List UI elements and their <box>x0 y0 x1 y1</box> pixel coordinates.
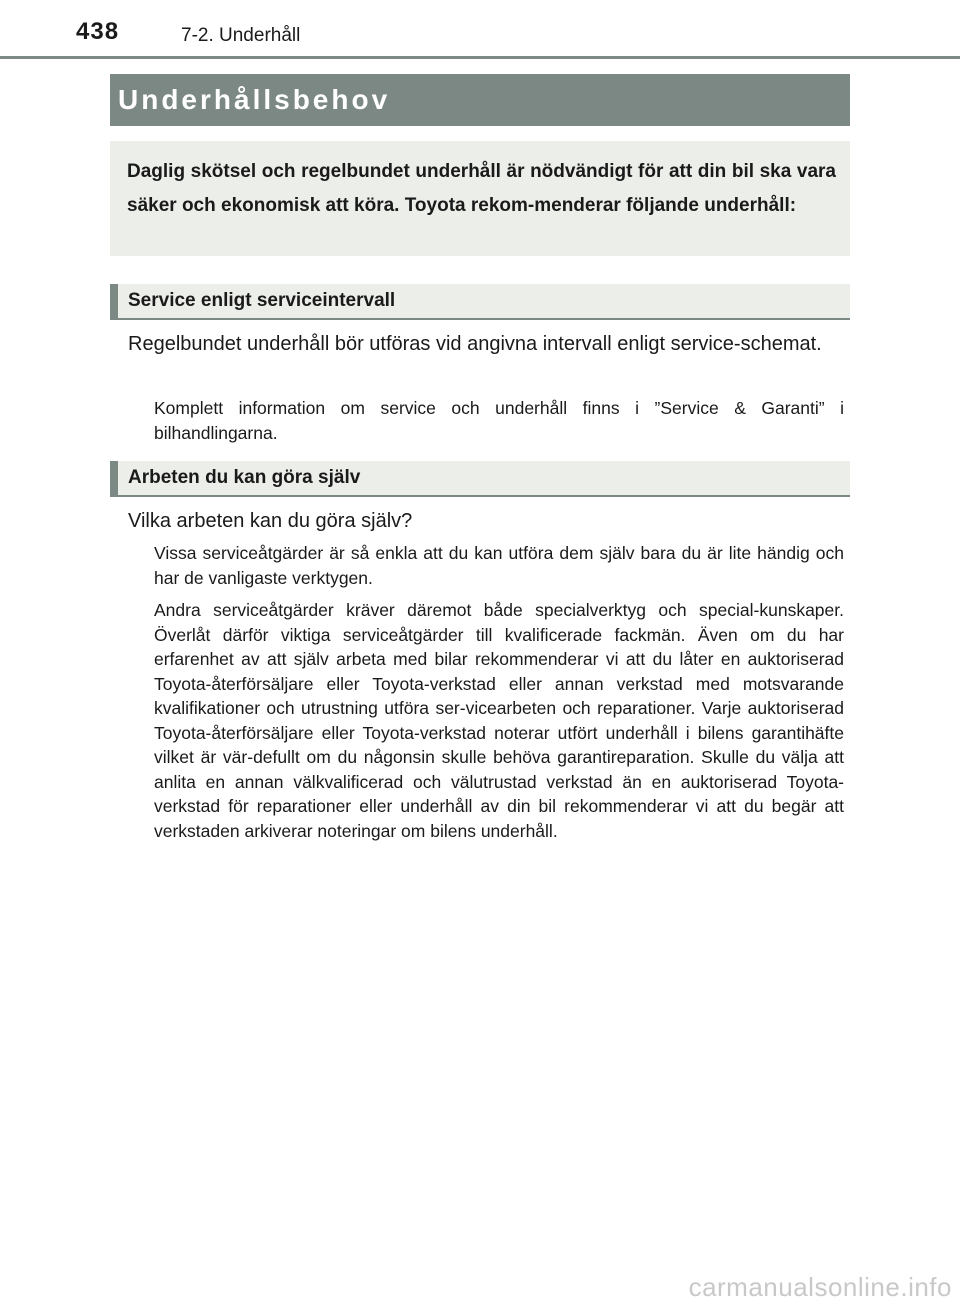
page-header <box>0 0 960 60</box>
page-title: Underhållsbehov <box>118 84 391 115</box>
intro-text: Daglig skötsel och regelbundet underhåll är nödvändigt för att din bil ska vara säker och ekonomisk att köra. Toyota rekom-menderar följande underhåll: <box>127 161 836 216</box>
intro-box <box>110 141 850 256</box>
section-heading-service <box>110 284 850 320</box>
header-divider <box>0 56 960 59</box>
section-label: 7-2. Underhåll <box>181 25 301 46</box>
page-title-bar <box>110 74 850 126</box>
section-heading-text: Arbeten du kan göra själv <box>128 467 361 488</box>
section-lead-text: Vilka arbeten kan du göra själv? <box>128 510 413 532</box>
page-number: 438 <box>76 18 120 45</box>
section-note-text: Vissa serviceåtgärder är så enkla att du kan utföra dem själv bara du är lite händig och har de vanligaste verktygen. <box>154 543 844 588</box>
section-lead-text: Regelbundet underhåll bör utföras vid angivna intervall enligt service-schemat. <box>128 333 822 355</box>
section-note-text: Andra serviceåtgärder kräver däremot både specialverktyg och special-kunskaper. Överlåt därför viktiga serviceåtgärder till kvalificerade fackmän. Även om du har erfarenhet av att själv arbeta med bilar rekommenderar vi att du låter en auktoriserad Toyota-återförsäljare eller Toyota-verkstad eller annan verkstad med motsvarande kvalifikationer och utrustning utföra ser-vicearbeten och reparationer. Varje auktoriserad Toyota-återförsäljare eller Toyota-verkstad noterar utfört underhåll i bilens garantihäfte vilket är vär-defullt om du någonsin skulle behöva garantireparation. Skulle du välja att anlita en annan välkvalificerad och välutrustad verkstad än en auktoriserad Toyota-verkstad för reparationer eller underhåll av din bil rekommenderar vi att du begär att verkstaden arkiverar noteringar om bilens underhåll. <box>154 600 844 841</box>
section-heading-self-service <box>110 461 850 497</box>
watermark: carmanualsonline.info <box>688 1272 952 1302</box>
section-heading-text: Service enligt serviceintervall <box>128 290 396 311</box>
section-note-text: Komplett information om service och underhåll finns i ”Service & Garanti” i bilhandlingarna. <box>154 398 844 443</box>
